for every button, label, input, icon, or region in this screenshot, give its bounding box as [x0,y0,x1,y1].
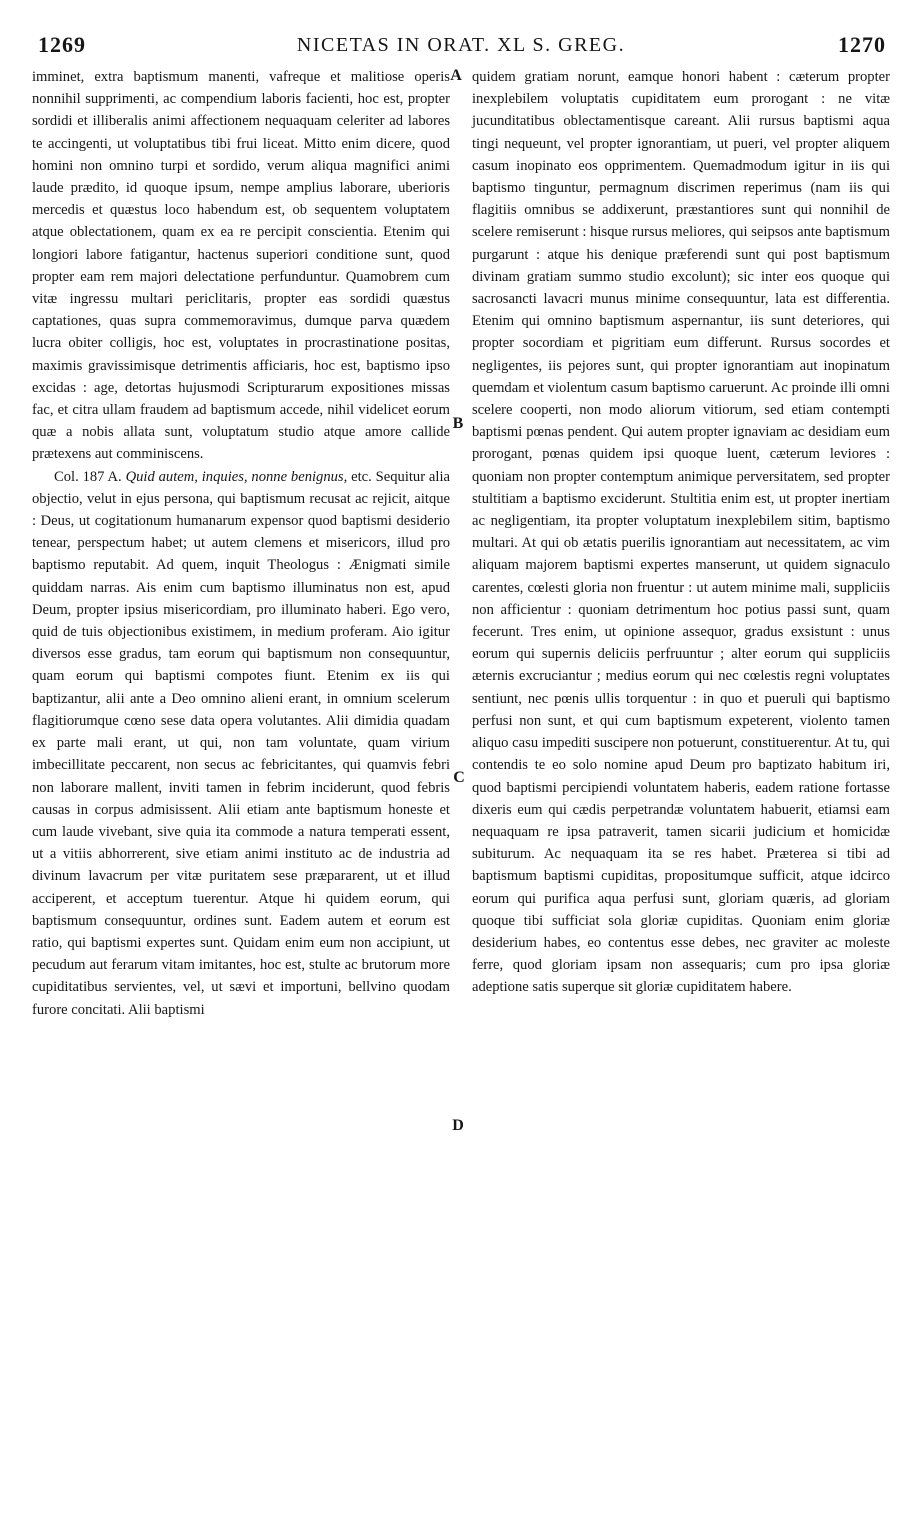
margin-marker-d: D [452,1117,464,1134]
left-paragraph-2 [32,466,450,1021]
running-title: NICETAS IN ORAT. XL S. GREG. [296,34,626,56]
page-number-left: 1269 [38,32,86,57]
column-reference: Col. 187 A. [54,468,122,485]
right-column [472,66,890,999]
margin-marker-b: B [452,415,464,432]
left-paragraph-1: imminet, extra baptismum manenti, vafreque et malitiose operis nonnihil supprimenti, ac compendium laboris facienti, hoc est, propter sordidi et illiberalis animi affectionem nequaquam celeriter ad labores te accingenti, ut voluptatibus tibi frui liceat. Mitto enim dicere, quod homini non omnino turpi et sordido, verum aliqua magnifici animi laude prædito, id quoque ipsum, nempe amplius laborare, uberioris mercedis et quæstus loco habendum est, ob sequentem voluptatem atque oblectationem, quam ex ea re percipit conscientia. Etenim qui longiori labore fatigantur, hactenus superiori conditione sunt, quod propter eam rem majori delectatione perfunduntur. Quamobrem cum vitæ ingressu multari periclitaris, propter eas sordidi quæstus captationes, quas supra commemoravimus, dumque parva quædem lucra obiter colligis, hoc est, voluptates in procrastinatione positas, maximis gravissimisque detrimentis afficiaris, hoc est, baptismo ipso excidas : age, detortas hujusmodi Scripturarum expositiones missas fac, et citra ullam fraudem ad baptismum accede, nihil videlicet eorum quæ a nobis allata sunt, voluptatum studio atque amore callide prætexens aut comminiscens. [32,69,450,463]
right-paragraph-1: quidem gratiam norunt, eamque honori habent : cæterum propter inexplebilem voluptatis cupiditatem eum prorogant : ne vitæ jucunditatibus oblectamentisque careant. Alii rursus baptismi aqua tingi nequeunt, vel propter ignorantiam, ut pueri, vel propter aliquem casum inopinato eos opprimentem. Quemadmodum igitur in iis qui baptismo tinguntur, permagnum discrimen reperimus (nam iis qui flagitiis omnibus se addixerunt, præstantiores sunt qui nonnihil de scelere remiserunt : hisque rursus meliores, qui seipsos ante baptismum purgarunt : atque his denique præferendi sunt qui post baptismum divinam gratiam summo studio excolunt); sic inter eos quoque qui sacrosancti lavacri munus minime consequuntur, lata est differentia. Etenim qui omnino baptismum aspernantur, iis sunt deteriores, qui propter socordiam et pigritiam eum differunt. Rursus socordes et negligentes, iis pejores sunt, qui propter ignorantiam aut inopinatum quemdam et violentum casum baptismo caruerunt. Ac proinde illi omni scelere cooperti, non modo aliorum vitiorum, sed etiam contempti baptismi pœnas pendent. Qui autem propter ignaviam ac desidiam eum prorogant, pœnas quidem ipsi quoque luent, cæterum leviores : quoniam non propter contemptum animique perversitatem, sed propter stultitiam a baptismo exciderunt. Stultitia enim est, ut propter inertiam ac negligentiam, ita propter voluptatum inexplebilem sitim, baptismo multari. At qui ob ætatis puerilis ignorantiam aut necessitatem, ac vim aliquam majorem baptismi expertes manserunt, ut quidem signaculo carentes, cœlesti gloria non fruentur : ut autem minime mali, suppliciis non afficientur : quoniam detrimentum hoc potius passi sunt, quam fecerunt. Tres enim, ut opinione assequor, gradus exsistunt : unus eorum qui supernis deliciis perfruuntur ; alter eorum qui suppliciis æternis excruciantur ; medius eorum qui nec cœlestis regni voluptates sentiunt, nec pœnis ullis torquentur : in quo et pueruli qui baptismo perfusi non sunt, et qui cum baptismum expeterent, violento tamen aliquo casu impediti suscipere non potuerunt, constituerentur. At tu, qui contendis te eo solo nomine apud Deum pro baptizato habitum iri, quod baptismi percipiendi voluntatem haberis, eadem ratione fortasse dixeris eum qui cædis perpetrandæ voluntatem habuerit, etiamsi eam nequaquam re ipsa patraverit, tamen sicarii judicium et homicidæ subiturum. Ac nequaquam ita se res habet. Præterea si tibi ad baptismum baptismi cupiditas, propositumque sufficit, atque idcirco eorum qui purifica aqua perfusi sunt, gloriam quæris, ad gloriam quoque tibi sufficiat sola gloriæ cupiditas. Quoniam enim gloriæ desiderium habes, eo contentus esse debes, nec graviter ac moleste ferre, quod gloriam ipsam non assequaris; cum pro ipsa gloriæ adeptione satis superque sit gloriæ cupiditatem habere. [472,69,890,996]
margin-marker-a: A [450,67,462,84]
left-column [32,66,450,1021]
margin-marker-c: C [453,769,465,786]
page-number-right: 1270 [838,32,886,57]
left-paragraph-2-body: etc. Sequitur alia objectio, velut in ejus persona, qui baptismum recusat ac rejicit, aitque : Deus, ut cogitationum humanarum expensor quod baptismi desiderio tenear, perspectum habet; ut autem clemens et misericors, illud pro baptismo reputabit. Ad quem, inquit Theologus : Ænigmati simile quiddam narras. Ais enim cum baptismo illuminatus non est, apud Deum, propter ipsius misericordiam, pro illuminato haberi. Ego vero, quid de tuis objectionibus existimem, in medium proferam. Aio igitur diversos esse gradus, tam eorum qui baptismum non consequuntur, quam eorum qui baptismi compotes fiunt. Etenim ex iis qui baptizantur, alii ante a Deo omnino alieni erant, in omnium scelerum flagitiorumque cœno sese data opera volutantes. Alii dimidia quadam ex parte mali erant, ut qui, non tam voluntate, quam virium imbecillitate peccarent, non secus ac febricitantes, qui quamvis febri non laborare mallent, inviti tamen in febrim inciderunt, quod febris causas in corpus admisissent. Alii etiam ante baptismum honeste et cum laude vivebant, sive quia ita commode a natura temperati essent, ut a vitiis abhorrerent, sive etiam animi instituto ac de industria ad divinum lavacrum per vitæ puritatem sese præpararent, ut et illud acciperent, et acceptum tuerentur. Atque hi quidem eorum, qui baptismum consequuntur, ordines sunt. Eadem autem et eorum est ratio, qui baptismi expertes sunt. Quidam enim eum non accipiunt, ut pecudum aut ferarum vitam imitantes, hoc est, stulte ac brutorum more cupiditatibus servientes, vel, ut sævi et importuni, bellvino quodam furore concitati. Alii baptismi [32,468,450,1018]
quoted-lemma: Quid autem, inquies, nonne benignus, [125,468,348,485]
running-header [32,30,890,64]
